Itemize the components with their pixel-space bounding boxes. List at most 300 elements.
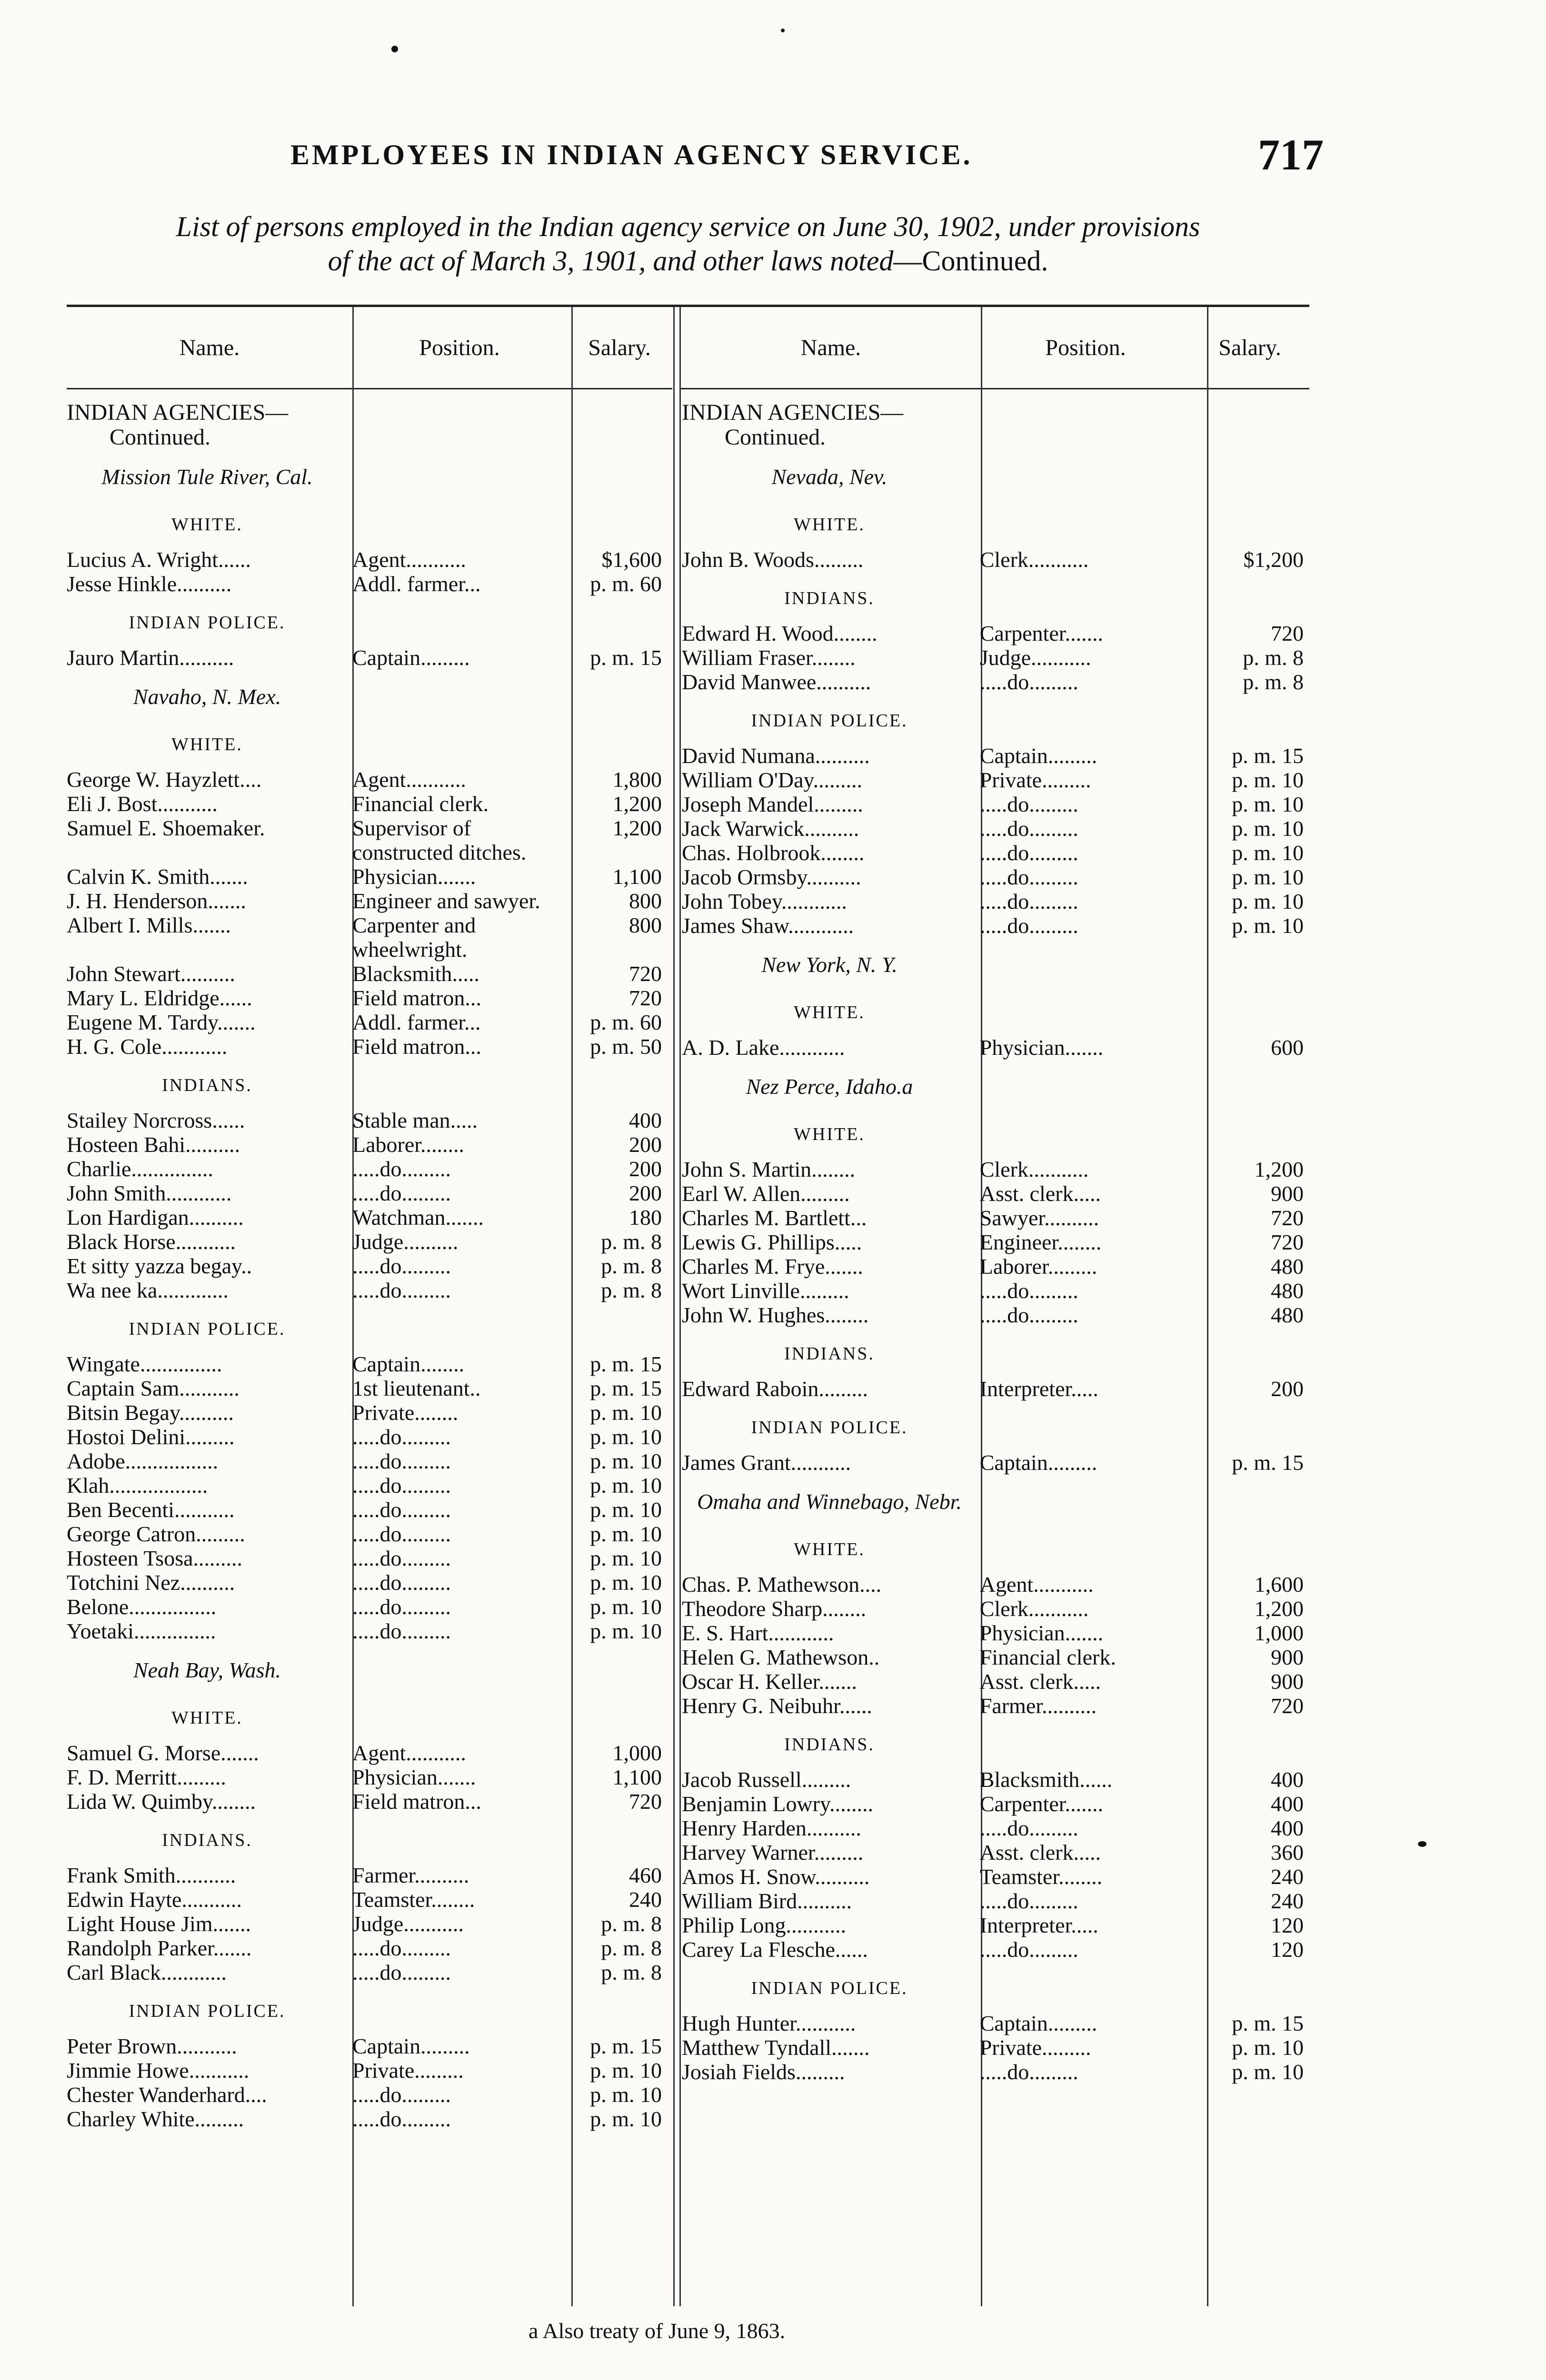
table-row (67, 1863, 672, 1887)
employee-position: Farmer.......... (352, 1863, 469, 1887)
employee-position: Farmer.......... (979, 1694, 1097, 1718)
employee-salary: 200 (629, 1157, 662, 1181)
employee-salary: 720 (1270, 1206, 1304, 1230)
caption-continued: —Continued. (893, 245, 1048, 277)
employee-name: Jack Warwick.......... (682, 816, 859, 841)
column-rule-double (673, 307, 681, 2306)
table-row (682, 2011, 1309, 2035)
section-label: INDIAN POLICE. (129, 613, 286, 633)
employee-name: William Fraser........ (682, 645, 856, 670)
table-row (67, 767, 672, 792)
employee-name: George W. Hayzlett.... (67, 767, 262, 792)
employee-name: Lida W. Quimby........ (67, 1789, 256, 1814)
employee-position: Asst. clerk..... (979, 1840, 1101, 1864)
agency-name: Neah Bay, Wash. (133, 1658, 281, 1682)
employee-position: .....do......... (352, 1449, 451, 1473)
table-row (67, 572, 672, 596)
table-row (67, 1912, 672, 1936)
employee-name: Wingate............... (67, 1352, 222, 1376)
employee-position: .....do......... (352, 1960, 451, 1984)
table-row (67, 645, 672, 670)
employee-salary: p. m. 60 (590, 572, 662, 596)
employee-position: Private......... (979, 2035, 1091, 2060)
employee-salary: p. m. 10 (590, 1619, 662, 1643)
employee-name: Edward H. Wood........ (682, 621, 878, 645)
employee-name: Mary L. Eldridge...... (67, 986, 252, 1010)
header-salary-right: Salary. (1190, 307, 1309, 389)
employee-salary: p. m. 15 (590, 645, 662, 670)
table-caption (62, 209, 1314, 278)
employee-position: .....do......... (979, 1889, 1078, 1913)
table-row (682, 744, 1309, 768)
employee-position: Judge........... (352, 1912, 464, 1936)
table-row (682, 2035, 1309, 2060)
employee-position: Engineer........ (979, 1230, 1102, 1254)
table-row (682, 1889, 1309, 1913)
employee-position: Clerk........... (979, 547, 1089, 572)
employee-position: Private......... (979, 768, 1091, 792)
employee-position: Agent........... (979, 1572, 1094, 1597)
section-label: INDIAN POLICE. (751, 1418, 908, 1438)
employee-salary: p. m. 10 (590, 1595, 662, 1619)
employee-salary: 1,200 (612, 816, 662, 840)
employee-name: Hugh Hunter........... (682, 2011, 856, 2035)
employee-salary: 720 (629, 1789, 662, 1814)
employee-position: Watchman....... (352, 1205, 484, 1230)
table-row (682, 670, 1309, 694)
employee-position: Asst. clerk..... (979, 1181, 1101, 1206)
employee-name: Jacob Ormsby.......... (682, 865, 861, 889)
table-row (67, 1765, 672, 1789)
employee-name: Hosteen Tsosa......... (67, 1546, 243, 1570)
employee-position: .....do......... (979, 889, 1078, 913)
employee-name: Eugene M. Tardy....... (67, 1010, 256, 1034)
table-row (67, 913, 672, 962)
employee-name: Edward Raboin......... (682, 1377, 868, 1401)
employee-name: David Manwee.......... (682, 670, 871, 694)
header-position-right: Position. (981, 307, 1190, 389)
table-row (682, 1303, 1309, 1327)
agency-name: Navaho, N. Mex. (133, 684, 281, 709)
table-row (682, 1645, 1309, 1669)
employee-name: Charles M. Frye....... (682, 1254, 863, 1279)
table-row (682, 1597, 1309, 1621)
caption-line-2-text: of the act of March 3, 1901, and other laws noted (328, 245, 894, 277)
table-row (67, 1522, 672, 1546)
employee-name: H. G. Cole............ (67, 1034, 228, 1059)
employee-name: Samuel G. Morse....... (67, 1741, 259, 1765)
employee-name: Light House Jim....... (67, 1912, 251, 1936)
employee-salary: 460 (629, 1863, 662, 1887)
employee-name: Randolph Parker....... (67, 1936, 252, 1960)
table-row (682, 1913, 1309, 1937)
employee-name: Henry Harden.......... (682, 1816, 861, 1840)
employee-position: .....do......... (352, 2107, 451, 2131)
page-number: 717 (1258, 130, 1324, 179)
agency-name: Mission Tule River, Cal. (101, 465, 313, 489)
employee-salary: 120 (1270, 1913, 1304, 1937)
table-row (67, 2107, 672, 2131)
employee-position: Addl. farmer... (352, 572, 481, 596)
employee-name: Earl W. Allen......... (682, 1181, 850, 1206)
page-title: EMPLOYEES IN INDIAN AGENCY SERVICE. (290, 139, 973, 170)
employee-position: Interpreter..... (979, 1377, 1098, 1401)
employee-position: Agent........... (352, 547, 466, 572)
employee-name: Edwin Hayte........... (67, 1887, 242, 1912)
table-row (682, 816, 1309, 841)
header-name-right: Name. (681, 307, 981, 389)
table-row (67, 1473, 672, 1497)
table-row (682, 1669, 1309, 1694)
employee-name: Carl Black............ (67, 1960, 227, 1984)
table-row (67, 1230, 672, 1254)
employee-name: John S. Martin........ (682, 1157, 856, 1181)
employee-salary: 720 (1270, 1694, 1304, 1718)
employee-salary: 400 (629, 1108, 662, 1132)
employee-salary: 200 (1270, 1377, 1304, 1401)
table-row (67, 1254, 672, 1278)
employee-name: Frank Smith........... (67, 1863, 236, 1887)
employee-position: .....do......... (979, 670, 1078, 694)
employee-salary: 400 (1270, 1767, 1304, 1792)
employee-position: Addl. farmer... (352, 1010, 481, 1034)
employee-salary: 240 (1270, 1864, 1304, 1889)
employee-name: Yoetaki............... (67, 1619, 216, 1643)
employee-name: John Stewart.......... (67, 962, 235, 986)
table-row (682, 913, 1309, 938)
left-column (67, 397, 672, 2131)
employee-salary: p. m. 15 (1232, 2011, 1304, 2035)
section-label: INDIANS. (162, 1830, 252, 1850)
employee-name: Helen G. Mathewson.. (682, 1645, 880, 1669)
table-row (682, 1181, 1309, 1206)
employee-name: Charley White......... (67, 2107, 244, 2131)
employee-position: 1st lieutenant.. (352, 1376, 481, 1400)
page-header (281, 129, 1324, 181)
employee-name: F. D. Merritt......... (67, 1765, 226, 1789)
employee-salary: 480 (1270, 1279, 1304, 1303)
employee-salary: 900 (1270, 1181, 1304, 1206)
employee-name: Chas. P. Mathewson.... (682, 1572, 882, 1597)
employee-name: Black Horse........... (67, 1230, 236, 1254)
employee-position: .....do......... (352, 1522, 451, 1546)
employee-position: .....do......... (352, 1278, 451, 1302)
employee-name: Wort Linville......... (682, 1279, 849, 1303)
table-row (67, 1205, 672, 1230)
employee-salary: p. m. 8 (601, 1254, 662, 1278)
table-row (67, 986, 672, 1010)
employee-name: Henry G. Neibuhr...... (682, 1694, 872, 1718)
employee-salary: 1,000 (612, 1741, 662, 1765)
employee-position: .....do......... (979, 865, 1078, 889)
employee-name: Totchini Nez.......... (67, 1570, 235, 1595)
employee-position: .....do......... (352, 1181, 451, 1205)
table-row (67, 2058, 672, 2082)
employee-position: .....do......... (352, 1570, 451, 1595)
table-row (67, 2034, 672, 2058)
table-row (67, 1789, 672, 1814)
table-row (682, 1840, 1309, 1864)
table-row (67, 889, 672, 913)
employee-salary: p. m. 10 (590, 1546, 662, 1570)
employee-name: Jacob Russell......... (682, 1767, 851, 1792)
agency-name: Omaha and Winnebago, Nebr. (697, 1489, 962, 1514)
employee-salary: p. m. 10 (590, 1400, 662, 1425)
employee-name: Hostoi Delini......... (67, 1425, 235, 1449)
employee-name: Klah.................. (67, 1473, 208, 1497)
general-heading-line-2: Continued. (110, 425, 210, 450)
employee-name: Lewis G. Phillips..... (682, 1230, 862, 1254)
employee-name: Philip Long........... (682, 1913, 847, 1937)
right-column (682, 397, 1309, 2084)
table-row (67, 962, 672, 986)
table-row (682, 792, 1309, 816)
table-row (67, 1936, 672, 1960)
employee-name: Bitsin Begay.......... (67, 1400, 234, 1425)
table-row (67, 864, 672, 889)
table-row (67, 1400, 672, 1425)
employee-name: Peter Brown........... (67, 2034, 237, 2058)
table-row (67, 1181, 672, 1205)
table-row (682, 1572, 1309, 1597)
employee-salary: p. m. 10 (590, 1570, 662, 1595)
employee-name: David Numana.......... (682, 744, 870, 768)
employee-position: .....do......... (979, 2060, 1078, 2084)
employee-salary: p. m. 15 (590, 2034, 662, 2058)
employee-salary: p. m. 10 (1232, 792, 1304, 816)
employee-salary: 120 (1270, 1937, 1304, 1962)
employee-position: .....do......... (979, 1303, 1078, 1327)
section-label: WHITE. (794, 515, 865, 535)
employee-salary: 240 (1270, 1889, 1304, 1913)
employee-name: John Tobey............ (682, 889, 847, 913)
employee-position: .....do......... (979, 913, 1078, 938)
employee-salary: p. m. 15 (590, 1352, 662, 1376)
employee-salary: 1,600 (1254, 1572, 1304, 1597)
employee-position: .....do......... (979, 792, 1078, 816)
employee-position: .....do......... (352, 2082, 451, 2107)
table-row (682, 1035, 1309, 1060)
table-row (67, 1570, 672, 1595)
employee-salary: 720 (1270, 1230, 1304, 1254)
employee-name: Stailey Norcross...... (67, 1108, 245, 1132)
header-name-left: Name. (67, 307, 352, 389)
table-row (67, 1425, 672, 1449)
header-salary-left: Salary. (567, 307, 672, 389)
employee-salary: p. m. 60 (590, 1010, 662, 1034)
employee-name: George Catron......... (67, 1522, 245, 1546)
employee-salary: $1,600 (601, 547, 662, 572)
section-label: INDIANS. (784, 588, 875, 608)
employee-name: Theodore Sharp........ (682, 1597, 867, 1621)
table-row (682, 841, 1309, 865)
employee-position: Sawyer.......... (979, 1206, 1099, 1230)
employee-salary: 1,200 (1254, 1157, 1304, 1181)
employee-name: Matthew Tyndall....... (682, 2035, 870, 2060)
employee-position: .....do......... (352, 1157, 451, 1181)
table-row (67, 1595, 672, 1619)
agency-name: New York, N. Y. (761, 952, 898, 977)
employee-name: Captain Sam........... (67, 1376, 239, 1400)
employee-salary: p. m. 10 (590, 2082, 662, 2107)
employee-name: Belone................ (67, 1595, 217, 1619)
employee-name: Chester Wanderhard.... (67, 2082, 267, 2107)
table-row (682, 889, 1309, 913)
employee-salary: p. m. 10 (590, 1522, 662, 1546)
employee-name: Josiah Fields......... (682, 2060, 845, 2084)
employee-position: .....do......... (352, 1254, 451, 1278)
employee-name: John W. Hughes........ (682, 1303, 869, 1327)
employee-position: Blacksmith..... (352, 962, 480, 986)
employee-position: Captain........ (352, 1352, 465, 1376)
employee-name: Hosteen Bahi.......... (67, 1132, 240, 1157)
employee-name: John B. Woods......... (682, 547, 864, 572)
employee-salary: 720 (629, 962, 662, 986)
employee-position: Blacksmith...... (979, 1767, 1113, 1792)
section-label: INDIAN POLICE. (751, 1978, 908, 1998)
table-row (67, 1619, 672, 1643)
employee-position: Interpreter..... (979, 1913, 1098, 1937)
employee-position: .....do......... (352, 1936, 451, 1960)
employee-position: Captain......... (352, 2034, 470, 2058)
employee-salary: p. m. 10 (1232, 913, 1304, 938)
employee-salary: p. m. 10 (1232, 816, 1304, 841)
employee-position: Private........ (352, 1400, 459, 1425)
employee-position: Physician....... (979, 1621, 1104, 1645)
footnote: a Also treaty of June 9, 1863. (529, 2319, 786, 2343)
table-row (67, 1449, 672, 1473)
table-row (67, 1741, 672, 1765)
table-row (67, 1376, 672, 1400)
employee-position: Physician....... (979, 1035, 1104, 1060)
employee-name: A. D. Lake............ (682, 1035, 845, 1060)
employee-salary: 1,000 (1254, 1621, 1304, 1645)
employee-position: Agent........... (352, 1741, 466, 1765)
employee-salary: 200 (629, 1181, 662, 1205)
employee-name: Jimmie Howe........... (67, 2058, 249, 2082)
header-position-left: Position. (352, 307, 567, 389)
employee-salary: p. m. 8 (601, 1230, 662, 1254)
employee-position: .....do......... (352, 1473, 451, 1497)
employee-salary: 360 (1270, 1840, 1304, 1864)
employee-position: .....do......... (352, 1619, 451, 1643)
employee-position: .....do......... (979, 841, 1078, 865)
employee-name: Samuel E. Shoemaker. (67, 816, 265, 840)
employee-position: Stable man..... (352, 1108, 478, 1132)
table-row (682, 1377, 1309, 1401)
section-label: WHITE. (794, 1539, 865, 1559)
table-row (682, 1230, 1309, 1254)
employee-salary: p. m. 15 (1232, 1450, 1304, 1475)
table-row (682, 1206, 1309, 1230)
employee-salary: 1,100 (612, 864, 662, 889)
employee-position: .....do......... (352, 1425, 451, 1449)
employee-position: .....do......... (979, 816, 1078, 841)
employee-salary: p. m. 10 (1232, 2060, 1304, 2084)
general-heading (67, 397, 672, 450)
employee-name: Lucius A. Wright...... (67, 547, 251, 572)
employee-salary: 1,200 (1254, 1597, 1304, 1621)
table-row (682, 1279, 1309, 1303)
employee-salary: 480 (1270, 1303, 1304, 1327)
employee-name: Ben Becenti........... (67, 1497, 235, 1522)
employee-salary: 480 (1270, 1254, 1304, 1279)
employee-name: Carey La Flesche...... (682, 1937, 868, 1962)
employee-position: Laborer........ (352, 1132, 465, 1157)
section-label: INDIANS. (784, 1735, 875, 1755)
employee-name: E. S. Hart............ (682, 1621, 834, 1645)
employee-salary: 1,200 (612, 792, 662, 816)
print-speck (1418, 1841, 1426, 1847)
section-label: WHITE. (171, 515, 243, 535)
employee-position: Laborer......... (979, 1254, 1097, 1279)
general-heading-line-1: INDIAN AGENCIES— (67, 400, 289, 425)
employee-position: Agent........... (352, 767, 466, 792)
employee-salary: p. m. 50 (590, 1034, 662, 1059)
employee-position: Physician....... (352, 864, 476, 889)
table-row (682, 1816, 1309, 1840)
employee-salary: 720 (1270, 621, 1304, 645)
table-row (67, 1108, 672, 1132)
employee-salary: p. m. 10 (1232, 889, 1304, 913)
employee-name: Eli J. Bost........... (67, 792, 218, 816)
employee-position: .....do......... (979, 1816, 1078, 1840)
employee-position: Captain......... (352, 645, 470, 670)
table-row (67, 1278, 672, 1302)
table-row (682, 1254, 1309, 1279)
employee-position: .....do......... (979, 1937, 1078, 1962)
table-row (67, 792, 672, 816)
table-row (682, 1767, 1309, 1792)
table-row (67, 1352, 672, 1376)
employee-name: Benjamin Lowry........ (682, 1792, 874, 1816)
employee-salary: p. m. 15 (1232, 744, 1304, 768)
employee-position: Engineer and sawyer. (352, 889, 540, 913)
print-speck (781, 29, 785, 32)
table-row (682, 1792, 1309, 1816)
employee-name: Charles M. Bartlett... (682, 1206, 867, 1230)
employee-position: Judge........... (979, 645, 1091, 670)
table-row (682, 2060, 1309, 2084)
employee-salary: p. m. 10 (590, 1425, 662, 1449)
employee-salary: 240 (629, 1887, 662, 1912)
employee-position: Teamster........ (352, 1887, 475, 1912)
table-row (682, 621, 1309, 645)
table-row (67, 1010, 672, 1034)
employee-salary: 1,800 (612, 767, 662, 792)
employee-name: Albert I. Mills....... (67, 913, 231, 937)
table-row (682, 1450, 1309, 1475)
employee-name: Harvey Warner......... (682, 1840, 864, 1864)
general-heading-line-2: Continued. (725, 425, 826, 450)
caption-line-2 (62, 244, 1314, 278)
general-heading-line-1: INDIAN AGENCIES— (682, 400, 904, 425)
section-label: WHITE. (794, 1002, 865, 1022)
employee-salary: p. m. 15 (590, 1376, 662, 1400)
table-row (682, 1937, 1309, 1962)
employee-name: Chas. Holbrook........ (682, 841, 865, 865)
employee-name: Adobe................. (67, 1449, 219, 1473)
employee-position: Field matron... (352, 1034, 481, 1059)
section-label: INDIAN POLICE. (129, 2001, 286, 2021)
table-row (67, 2082, 672, 2107)
employee-name: J. H. Henderson....... (67, 889, 246, 913)
employee-position: .....do......... (979, 1279, 1078, 1303)
employee-salary: 1,100 (612, 1765, 662, 1789)
table-row (67, 1546, 672, 1570)
employee-position: Physician....... (352, 1765, 476, 1789)
employee-position: Field matron... (352, 1789, 481, 1814)
